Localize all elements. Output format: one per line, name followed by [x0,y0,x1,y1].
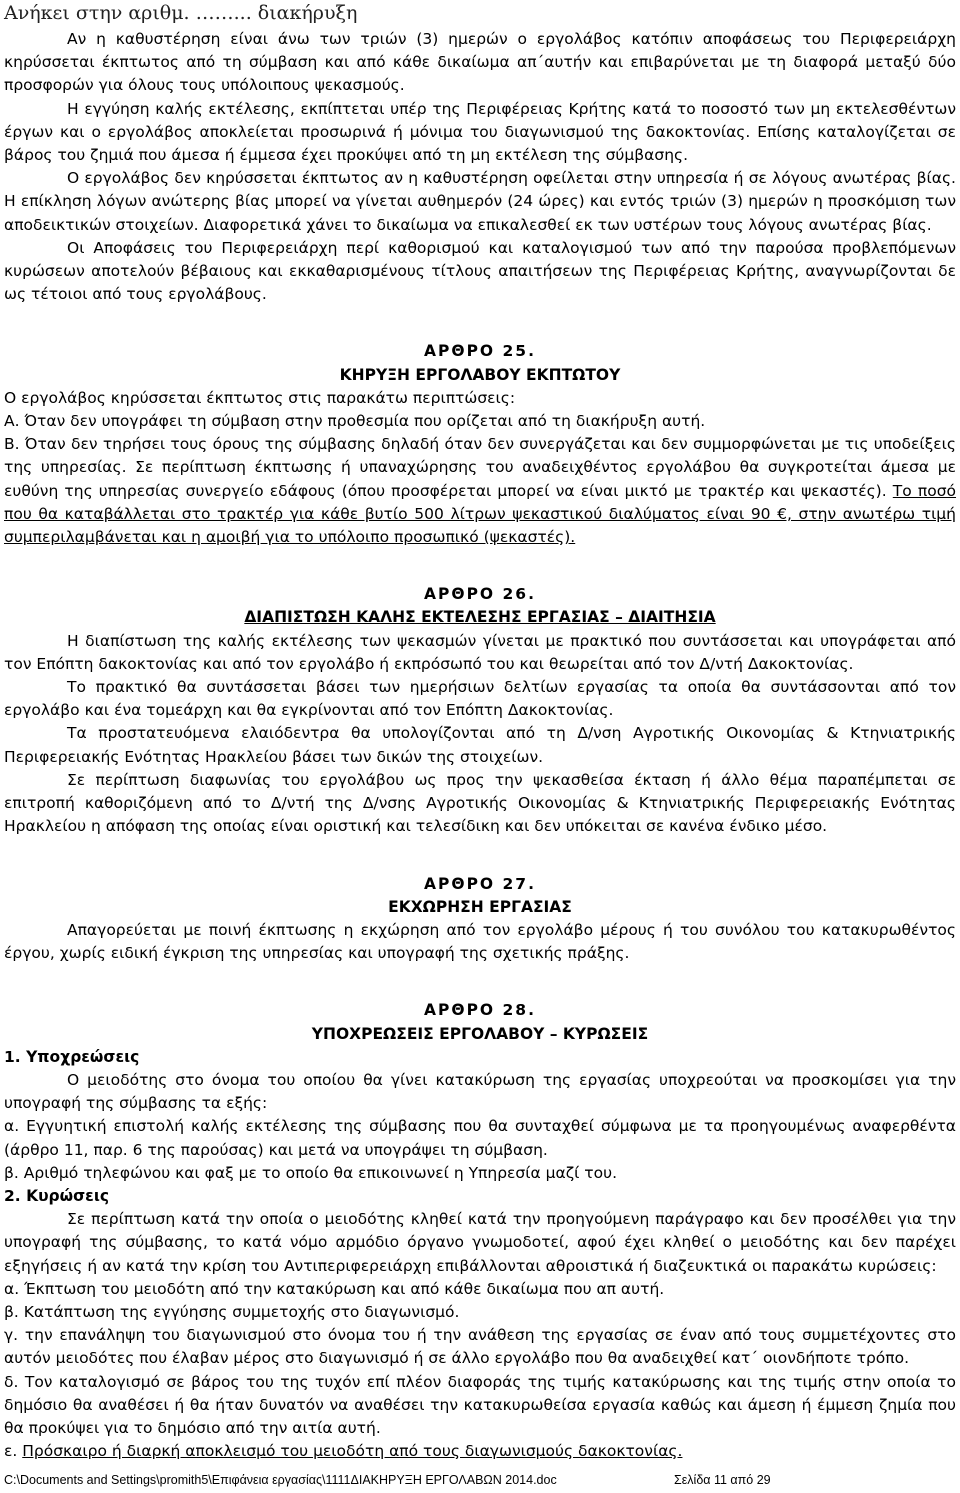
footer-file-path: C:\Documents and Settings\promith5\Επιφάνεια εργασίας\1111ΔΙΑΚΗΡΥΞΗ ΕΡΓΟΛΑΒΩΝ 2014.doc [4,1473,557,1487]
sanctions-item-b: β. Κατάπτωση της εγγύησης συμμετοχής στο διαγωνισμό. [4,1302,460,1321]
obligations-paragraph: Ο μειοδότης στο όνομα του οποίου θα γίνει κατακύρωση της εργασίας υποχρεούται να προσκομίσει για την υπογραφή της σύμβασης τα εξής: [4,1070,956,1113]
obligations-heading: 1. Υποχρεώσεις [4,1047,140,1066]
footer-page-number: Σελίδα 11 από 29 [674,1473,771,1487]
article-25-case-b [4,433,956,549]
item-e-text: Πρόσκαιρο ή διαρκή αποκλεισμό του μειοδότη από τους διαγωνισμούς δακοκτονίας. [22,1442,683,1461]
article-26-p1: Η διαπίστωση της καλής εκτέλεσης των ψεκασμών γίνεται με πρακτικό που συντάσσεται και υπογράφεται από τον Επόπτη δακοκτονίας και από τον εργολάβο ή εκπρόσωπό του και θεωρείται από τον Δ/ντή Δακοκτονίας. [4,631,956,673]
article-28-number: ΑΡΘΡΟ 28. [424,1001,536,1020]
article-26-number: ΑΡΘΡΟ 26. [424,585,536,604]
article-25-case-a: Α. Όταν δεν υπογράφει τη σύμβαση στην προθεσμία που ορίζεται από τη διακήρυξη αυτή. [4,412,706,431]
article-27-p1: Απαγορεύεται με ποινή έκπτωσης η εκχώρηση από τον εργολάβο μέρους ή του συνόλου του κατακυρωθέντος έργου, χωρίς ειδική έγκριση της υπηρεσίας και υπογραφή της σχετικής πράξης. [4,920,956,963]
damage-text: Επίσης καταλογίζεται σε βάρος του ζημιά που άμεσα ή έμμεσα έχει προκύψει από τη μη εκτέλεση της σύμβασης. [4,122,956,165]
article-26-title: ΔΙΑΠΙΣΤΩΣΗ ΚΑΛΗΣ ΕΚΤΕΛΕΣΗΣ ΕΡΓΑΣΙΑΣ – ΔΙΑΙΤΗΣΙΑ [244,608,716,627]
article-25-title: ΚΗΡΥΞΗ ΕΡΓΟΛΑΒΟΥ ΕΚΠΤΩΤΟΥ [339,365,621,384]
item-e-prefix: ε. [4,1442,23,1461]
paragraph-decisions: Οι Αποφάσεις του Περιφερειάρχη περί καθορισμού και καταλογισμού των από την παρούσα προβλεπόμενων κυρώσεων αποτελούν βέβαιους και εκκαθαρισμένους τίτλους απαιτήσεων της Περιφέρειας Κρήτης, αναγνωρίζονται δε ως τέτοιοι από τους εργολάβους. [4,238,956,304]
sanctions-item-c: γ. την επανάληψη του διαγωνισμού στο όνομα του ή την ανάθεση της εργασίας σε έναν από τους συμμετέχοντες στο αυτόν μειοδότες που έλαβαν μέρος στο διαγωνισμό ή σε άλλο εργολάβο που θα αναδειχθεί κατ΄ οιονδήποτε τρόπο. [4,1326,956,1368]
guarantee-text: Η εγγύηση καλής εκτέλεσης, εκπίπτεται υπέρ της Περιφέρειας Κρήτης κατά το ποσοστό των μη εκτελεσθέντων έργων και ο εργολάβος αποκλείεται προσωρινά ή μόνιμα του διαγωνισμού της δακοκτονίας. [4,99,956,141]
paragraph-force-majeure: Ο εργολάβος δεν κηρύσσεται έκπτωτος αν η καθυστέρηση οφείλεται στην υπηρεσία ή σε λόγους ανωτέρας βίας. Η επίκληση λόγων ανώτερης βίας μπορεί να γίνεται αυθημερόν (24 ώρες) και εντός τριών (3) ημερών η προσκόμιση των αποδεικτικών στοιχείων. Διαφορετικά χάνει το δικαίωμα να επικαλεσθεί εκ των υστέρων τους λόγους ανωτέρας βίας. [4,169,956,234]
article-28-title: ΥΠΟΧΡΕΩΣΕΙΣ ΕΡΓΟΛΑΒΟΥ – ΚΥΡΩΣΕΙΣ [311,1024,649,1043]
sanctions-heading: 2. Κυρώσεις [4,1186,110,1205]
sanctions-paragraph: Σε περίπτωση κατά την οποία ο μειοδότης κληθεί κατά την προηγούμενη παράγραφο και δεν προσέλθει για την υπογραφή της σύμβασης, το κατά νόμο αρμόδιο όργανο γνωμοδοτεί, αφού έχει κληθεί ο μειοδότης και δεν παρέχει εξηγήσεις ή αν κατά την κρίση του Αντιπεριφερειάρχη επιβάλλονται αθροιστικά ή διαζευκτικά οι παρακάτω κυρώσεις: [4,1210,956,1275]
article-26-p3: Τα προστατευόμενα ελαιόδεντρα θα υπολογίζονται από τη Δ/νση Αγροτικής Οικονομίας & Κτηνιατρικής Περιφερειακής Ενότητας Ηρακλείου βάσει των δικών της στοιχείων. [4,724,956,766]
case-b-text: Β. Όταν δεν τηρήσει τους όρους της σύμβασης δηλαδή όταν δεν συνεργάζεται και δεν συμμορφώνεται με τις υποδείξεις της υπηρεσίας. Σε περίπτωση έκπτωσης ή υπαναχώρησης του αναδειχθέντος εργολάβου θα συγκροτείται άμεσα με ευθύνη της υπηρεσίας συνεργείο εδάφους (όπου προσφέρεται μπορεί να είναι μικτό με τρακτέρ και ψεκαστές). [4,435,956,500]
sanctions-item-d: δ. Τον καταλογισμό σε βάρος του της τυχόν επί πλέον διαφοράς της τιμής κατακύρωσης και της τιμής στην οποία το δημόσιο θα αναθέσει ή θα ήταν δυνατόν να αναθέσει την κατακυρωθείσα εργασία καθώς και άμεση ή έμμεση ζημία που θα προκύψει για το δημόσιο από την αιτία αυτή. [4,1372,956,1437]
article-27-title: ΕΚΧΩΡΗΣΗ ΕΡΓΑΣΙΑΣ [388,897,572,916]
article-25-intro: Ο εργολάβος κηρύσσεται έκπτωτος στις παρακάτω περιπτώσεις: [4,388,516,407]
sanctions-item-e [4,1440,956,1463]
obligations-item-a: α. Εγγυητική επιστολή καλής εκτέλεσης της σύμβασης που θα συνταχθεί σύμφωνα με τα προηγουμένως αναφερθέντα (άρθρο 11, παρ. 6 της παρούσας) και μετά να υπογράψει τη σύμβαση. [4,1117,956,1159]
article-26-p2: Το πρακτικό θα συντάσσεται βάσει των ημερήσιων δελτίων εργασίας τα οποία θα συντάσσονται από τον εργολάβο και ένα τομεάρχη και θα εγκρίνονται από τον Επόπτη Δακοκτονίας. [4,678,956,720]
paragraph-delay-penalty: Αν η καθυστέρηση είναι άνω των τριών (3) ημερών ο εργολάβος κατόπιν αποφάσεως του Περιφερειάρχη κηρύσσεται έκπτωτος από τη σύμβαση και από κάθε δικαίωμα απ΄αυτήν και επιβαρύνεται με τη διαφορά μεταξύ δύο προσφορών για όλους τους υπόλοιπους ψεκασμούς. [4,30,956,95]
paragraph-guarantee-forfeit [4,98,956,168]
article-26-p4: Σε περίπτωση διαφωνίας του εργολάβου ως προς την ψεκασθείσα έκταση ή άλλο θέμα παραπέμπεται σε επιτροπή καθοριζόμενη από το Δ/ντή της Δ/νσης Αγροτικής Οικονομίας & Κτηνιατρικής Περιφερειακής Ενότητας Ηρακλείου η απόφαση της οποίας είναι οριστική και τελεσίδικη και δεν υπόκειται σε κανένα ένδικο μέσο. [4,770,956,836]
document-header: Ανήκει στην αριθμ. ……... διακήρυξη [4,2,358,24]
document-body [4,28,956,1463]
tractor-payment-note: Το ποσό που θα καταβάλλεται στο τρακτέρ για κάθε βυτίο 500 λίτρων ψεκαστικού διαλύματος είναι 90 €, στην ανωτέρω τιμή συμπεριλαμβάνεται και η αμοιβή για το υπόλοιπο προσωπικό (ψεκαστές). [4,481,957,547]
obligations-item-b: β. Αριθμό τηλεφώνου και φαξ με το οποίο θα επικοινωνεί η Υπηρεσία μαζί του. [4,1163,618,1182]
article-25-number: ΑΡΘΡΟ 25. [424,342,536,361]
sanctions-item-a: α. Έκπτωση του μειοδότη από την κατακύρωση και από κάθε δικαίωμα που απ αυτή. [4,1279,665,1298]
article-27-number: ΑΡΘΡΟ 27. [424,874,536,893]
